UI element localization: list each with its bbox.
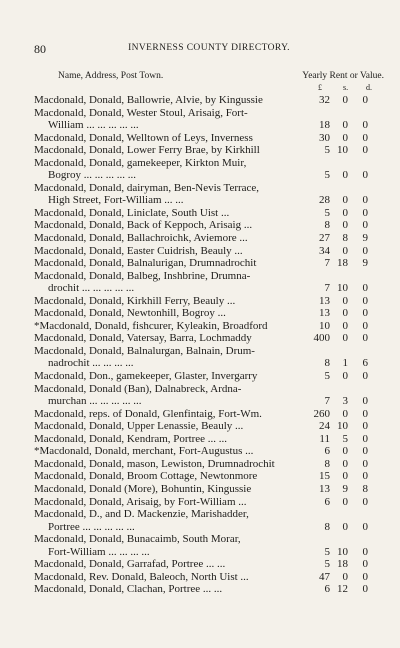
rent-pence: 0	[362, 94, 368, 106]
entry-text: Macdonald, Donald, Ballowrie, Alvie, by Kingussie	[34, 94, 263, 106]
directory-entry-line	[34, 282, 386, 295]
directory-entry-line	[34, 508, 386, 521]
directory-entry-line	[34, 408, 386, 421]
entry-text: Macdonald, Donald, Easter Cuidrish, Beauly ...	[34, 244, 243, 257]
rent-shillings: 0	[342, 445, 348, 458]
directory-entry-line	[34, 194, 386, 207]
rent-shillings: 18	[337, 257, 348, 270]
rent-shillings: 12	[337, 583, 348, 596]
rent-pounds: 260	[313, 407, 330, 420]
entry-text: William ... ... ... ... ...	[48, 119, 139, 132]
directory-entry-line	[34, 433, 386, 446]
directory-entry-line	[34, 420, 386, 433]
rent-pounds: 24	[319, 420, 330, 433]
rent-pence: 0	[362, 457, 368, 470]
value-column-heading: Yearly Rent or Value.	[302, 71, 384, 81]
rent-pounds: 8	[324, 520, 330, 533]
rent-pence: 0	[362, 445, 368, 458]
directory-entry-line	[34, 270, 386, 283]
entry-text: Fort-William ... ... ... ...	[48, 545, 150, 558]
rent-pence: 0	[362, 294, 368, 307]
rent-shillings: 8	[342, 232, 348, 245]
rent-pounds: 10	[319, 319, 330, 332]
rent-pence: 0	[362, 407, 368, 420]
page-header	[34, 42, 384, 56]
entry-text: Bogroy ... ... ... ... ...	[48, 169, 136, 182]
rent-shillings: 1	[342, 357, 348, 370]
rent-shillings: 10	[337, 545, 348, 558]
rent-pence: 0	[362, 244, 368, 257]
entry-text: Macdonald, Donald, Wester Stoul, Arisaig, Fort-	[34, 106, 248, 119]
directory-entry-line	[34, 295, 386, 308]
rent-pence: 0	[362, 570, 368, 583]
rent-pence: 9	[362, 257, 368, 270]
rent-pence: 0	[362, 520, 368, 533]
rent-pounds: 13	[319, 294, 330, 307]
directory-entry-line	[34, 483, 386, 496]
entry-text: Macdonald, Donald (More), Bohuntin, Kingussie	[34, 482, 252, 495]
rent-pence: 0	[362, 558, 368, 571]
entry-text: Macdonald, Donald, Welltown of Leys, Inverness	[34, 131, 253, 144]
rent-pounds: 18	[319, 119, 330, 132]
rent-shillings: 0	[342, 332, 348, 345]
pounds-heading: £	[318, 83, 322, 92]
directory-entry-line	[34, 320, 386, 333]
rent-pounds: 34	[319, 244, 330, 257]
rent-pence: 0	[362, 194, 368, 207]
entry-text: Macdonald, Donald, Bunacaimb, South Morar,	[34, 533, 241, 546]
rent-pence: 8	[362, 482, 368, 495]
rent-pounds: 13	[319, 307, 330, 320]
directory-entry-line	[34, 94, 386, 107]
directory-entry-line	[34, 558, 386, 571]
rent-shillings: 0	[342, 244, 348, 257]
entry-text: Macdonald, Donald, Kendram, Portree ... ...	[34, 432, 228, 445]
directory-entry-line	[34, 182, 386, 195]
directory-entry-line	[34, 219, 386, 232]
rent-shillings: 5	[342, 432, 348, 445]
rent-pence: 0	[362, 545, 368, 558]
directory-entry-line	[34, 119, 386, 132]
directory-entry-line	[34, 245, 386, 258]
rent-shillings: 0	[342, 520, 348, 533]
rent-pounds: 15	[319, 470, 330, 483]
rent-pounds: 47	[319, 570, 330, 583]
directory-entry-line	[34, 546, 386, 559]
rent-shillings: 10	[337, 420, 348, 433]
entry-text: Macdonald, Donald, Back of Keppoch, Arisaig ...	[34, 219, 253, 232]
entry-text: Macdonald, Donald, Newtonhill, Bogroy ...	[34, 307, 226, 320]
directory-entry-line	[34, 370, 386, 383]
entry-text: *Macdonald, Donald, fishcurer, Kyleakin, Broadford	[34, 319, 268, 332]
directory-entry-line	[34, 107, 386, 120]
rent-pounds: 5	[324, 558, 330, 571]
currency-units	[0, 83, 400, 93]
entry-text: nadrochit ... ... ... ...	[48, 357, 134, 370]
directory-entry-line	[34, 357, 386, 370]
directory-entry-line	[34, 207, 386, 220]
rent-shillings: 0	[342, 206, 348, 219]
entry-text: Macdonald, Donald, Balbeg, Inshbrine, Drumna-	[34, 269, 251, 282]
rent-pence: 0	[362, 332, 368, 345]
rent-pence: 0	[362, 282, 368, 295]
rent-shillings: 0	[342, 131, 348, 144]
entry-text: Macdonald, D., and D. Mackenzie, Marishadder,	[34, 508, 249, 521]
rent-pence: 0	[362, 470, 368, 483]
entry-text: drochit ... ... ... ... ...	[48, 282, 135, 295]
entry-text: *Macdonald, Donald, merchant, Fort-Augustus ...	[34, 445, 254, 458]
entry-text: Macdonald, Donald (Ban), Dalnabreck, Ardna-	[34, 382, 242, 395]
directory-entry-line	[34, 470, 386, 483]
directory-entry-line	[34, 395, 386, 408]
rent-pounds: 8	[324, 457, 330, 470]
rent-pence: 0	[362, 432, 368, 445]
rent-pounds: 7	[324, 282, 330, 295]
rent-pence: 0	[362, 319, 368, 332]
directory-entry-line	[34, 157, 386, 170]
rent-pounds: 6	[324, 445, 330, 458]
rent-pence: 0	[362, 395, 368, 408]
entry-text: Macdonald, Donald, Balnalurgan, Balnain, Drum-	[34, 344, 255, 357]
rent-shillings: 0	[342, 407, 348, 420]
rent-pence: 0	[362, 495, 368, 508]
directory-entry-line	[34, 332, 386, 345]
rent-pence: 0	[362, 206, 368, 219]
shillings-heading: s.	[343, 83, 349, 92]
rent-shillings: 0	[342, 169, 348, 182]
rent-pounds: 5	[324, 545, 330, 558]
directory-entry-line	[34, 458, 386, 471]
directory-entry-line	[34, 257, 386, 270]
name-column-heading: Name, Address, Post Town.	[58, 71, 164, 81]
rent-shillings: 9	[342, 482, 348, 495]
rent-pounds: 30	[319, 131, 330, 144]
rent-shillings: 10	[337, 144, 348, 157]
rent-shillings: 0	[342, 307, 348, 320]
rent-pence: 0	[362, 583, 368, 596]
entry-text: Macdonald, Rev. Donald, Baleoch, North Uist ...	[34, 570, 249, 583]
directory-entry-line	[34, 571, 386, 584]
entry-text: Macdonald, Donald, Broom Cottage, Newtonmore	[34, 470, 258, 483]
rent-pounds: 5	[324, 169, 330, 182]
entry-text: High Street, Fort-William ... ...	[48, 194, 184, 207]
directory-entry-line	[34, 521, 386, 534]
rent-shillings: 0	[342, 319, 348, 332]
entry-text: Portree ... ... ... ... ...	[48, 520, 135, 533]
rent-pounds: 6	[324, 495, 330, 508]
rent-shillings: 0	[342, 495, 348, 508]
rent-pounds: 6	[324, 583, 330, 596]
entry-text: Macdonald, Donald, Arisaig, by Fort-William ...	[34, 495, 247, 508]
rent-shillings: 0	[342, 457, 348, 470]
rent-pounds: 7	[324, 395, 330, 408]
rent-pounds: 5	[324, 206, 330, 219]
entry-text: Macdonald, Donald, Garrafad, Portree ... ...	[34, 558, 226, 571]
rent-pounds: 7	[324, 257, 330, 270]
rent-shillings: 0	[342, 119, 348, 132]
rent-pence: 0	[362, 144, 368, 157]
directory-entry-line	[34, 144, 386, 157]
rent-pence: 9	[362, 232, 368, 245]
rent-shillings: 18	[337, 558, 348, 571]
rent-pence: 0	[362, 370, 368, 383]
directory-entry-line	[34, 307, 386, 320]
directory-entry-line	[34, 232, 386, 245]
rent-shillings: 0	[342, 370, 348, 383]
directory-entry-line	[34, 583, 386, 596]
column-headings	[36, 71, 384, 83]
entry-text: murchan ... ... ... ... ...	[48, 395, 142, 408]
rent-pence: 0	[362, 219, 368, 232]
rent-pounds: 13	[319, 482, 330, 495]
entry-text: Macdonald, Donald, Vatersay, Barra, Lochmaddy	[34, 332, 252, 345]
rent-pence: 0	[362, 119, 368, 132]
rent-pence: 0	[362, 420, 368, 433]
directory-entry-line	[34, 533, 386, 546]
rent-shillings: 0	[342, 219, 348, 232]
directory-entries	[34, 94, 386, 596]
entry-text: Macdonald, Donald, Liniclate, South Uist ...	[34, 206, 230, 219]
entry-text: Macdonald, Donald, Balnalurigan, Drumnadrochit	[34, 257, 257, 270]
directory-entry-line	[34, 169, 386, 182]
entry-text: Macdonald, reps. of Donald, Glenfintaig, Fort-Wm.	[34, 407, 262, 420]
pence-heading: d.	[366, 83, 372, 92]
running-title: INVERNESS COUNTY DIRECTORY.	[128, 43, 290, 53]
rent-pence: 0	[362, 131, 368, 144]
rent-shillings: 0	[342, 570, 348, 583]
directory-entry-line	[34, 383, 386, 396]
entry-text: Macdonald, Donald, Lower Ferry Brae, by Kirkhill	[34, 144, 260, 157]
entry-text: Macdonald, Donald, Upper Lenassie, Beauly ...	[34, 420, 244, 433]
entry-text: Macdonald, Donald, Ballachroichk, Aviemore ...	[34, 232, 248, 245]
rent-pounds: 5	[324, 144, 330, 157]
directory-entry-line	[34, 345, 386, 358]
rent-pounds: 8	[324, 357, 330, 370]
rent-pounds: 32	[319, 94, 330, 106]
directory-entry-line	[34, 445, 386, 458]
entry-text: Macdonald, Donald, gamekeeper, Kirkton Muir,	[34, 156, 247, 169]
entry-text: Macdonald, Donald, mason, Lewiston, Drumnadrochit	[34, 457, 275, 470]
page-number: 80	[34, 42, 46, 56]
rent-shillings: 10	[337, 282, 348, 295]
rent-pounds: 28	[319, 194, 330, 207]
entry-text: Macdonald, Don., gamekeeper, Glaster, Invergarry	[34, 370, 258, 383]
directory-entry-line	[34, 496, 386, 509]
entry-text: Macdonald, Donald, Kirkhill Ferry, Beauly ...	[34, 294, 236, 307]
rent-pounds: 8	[324, 219, 330, 232]
rent-pounds: 11	[319, 432, 330, 445]
rent-shillings: 0	[342, 470, 348, 483]
rent-shillings: 0	[342, 94, 348, 106]
rent-shillings: 3	[342, 395, 348, 408]
rent-pence: 0	[362, 307, 368, 320]
rent-shillings: 0	[342, 194, 348, 207]
rent-shillings: 0	[342, 294, 348, 307]
rent-pounds: 5	[324, 370, 330, 383]
rent-pence: 6	[362, 357, 368, 370]
entry-text: Macdonald, Donald, dairyman, Ben-Nevis Terrace,	[34, 181, 260, 194]
rent-pence: 0	[362, 169, 368, 182]
directory-entry-line	[34, 132, 386, 145]
entry-text: Macdonald, Donald, Clachan, Portree ... ...	[34, 583, 223, 596]
rent-pounds: 400	[313, 332, 330, 345]
rent-pounds: 27	[319, 232, 330, 245]
